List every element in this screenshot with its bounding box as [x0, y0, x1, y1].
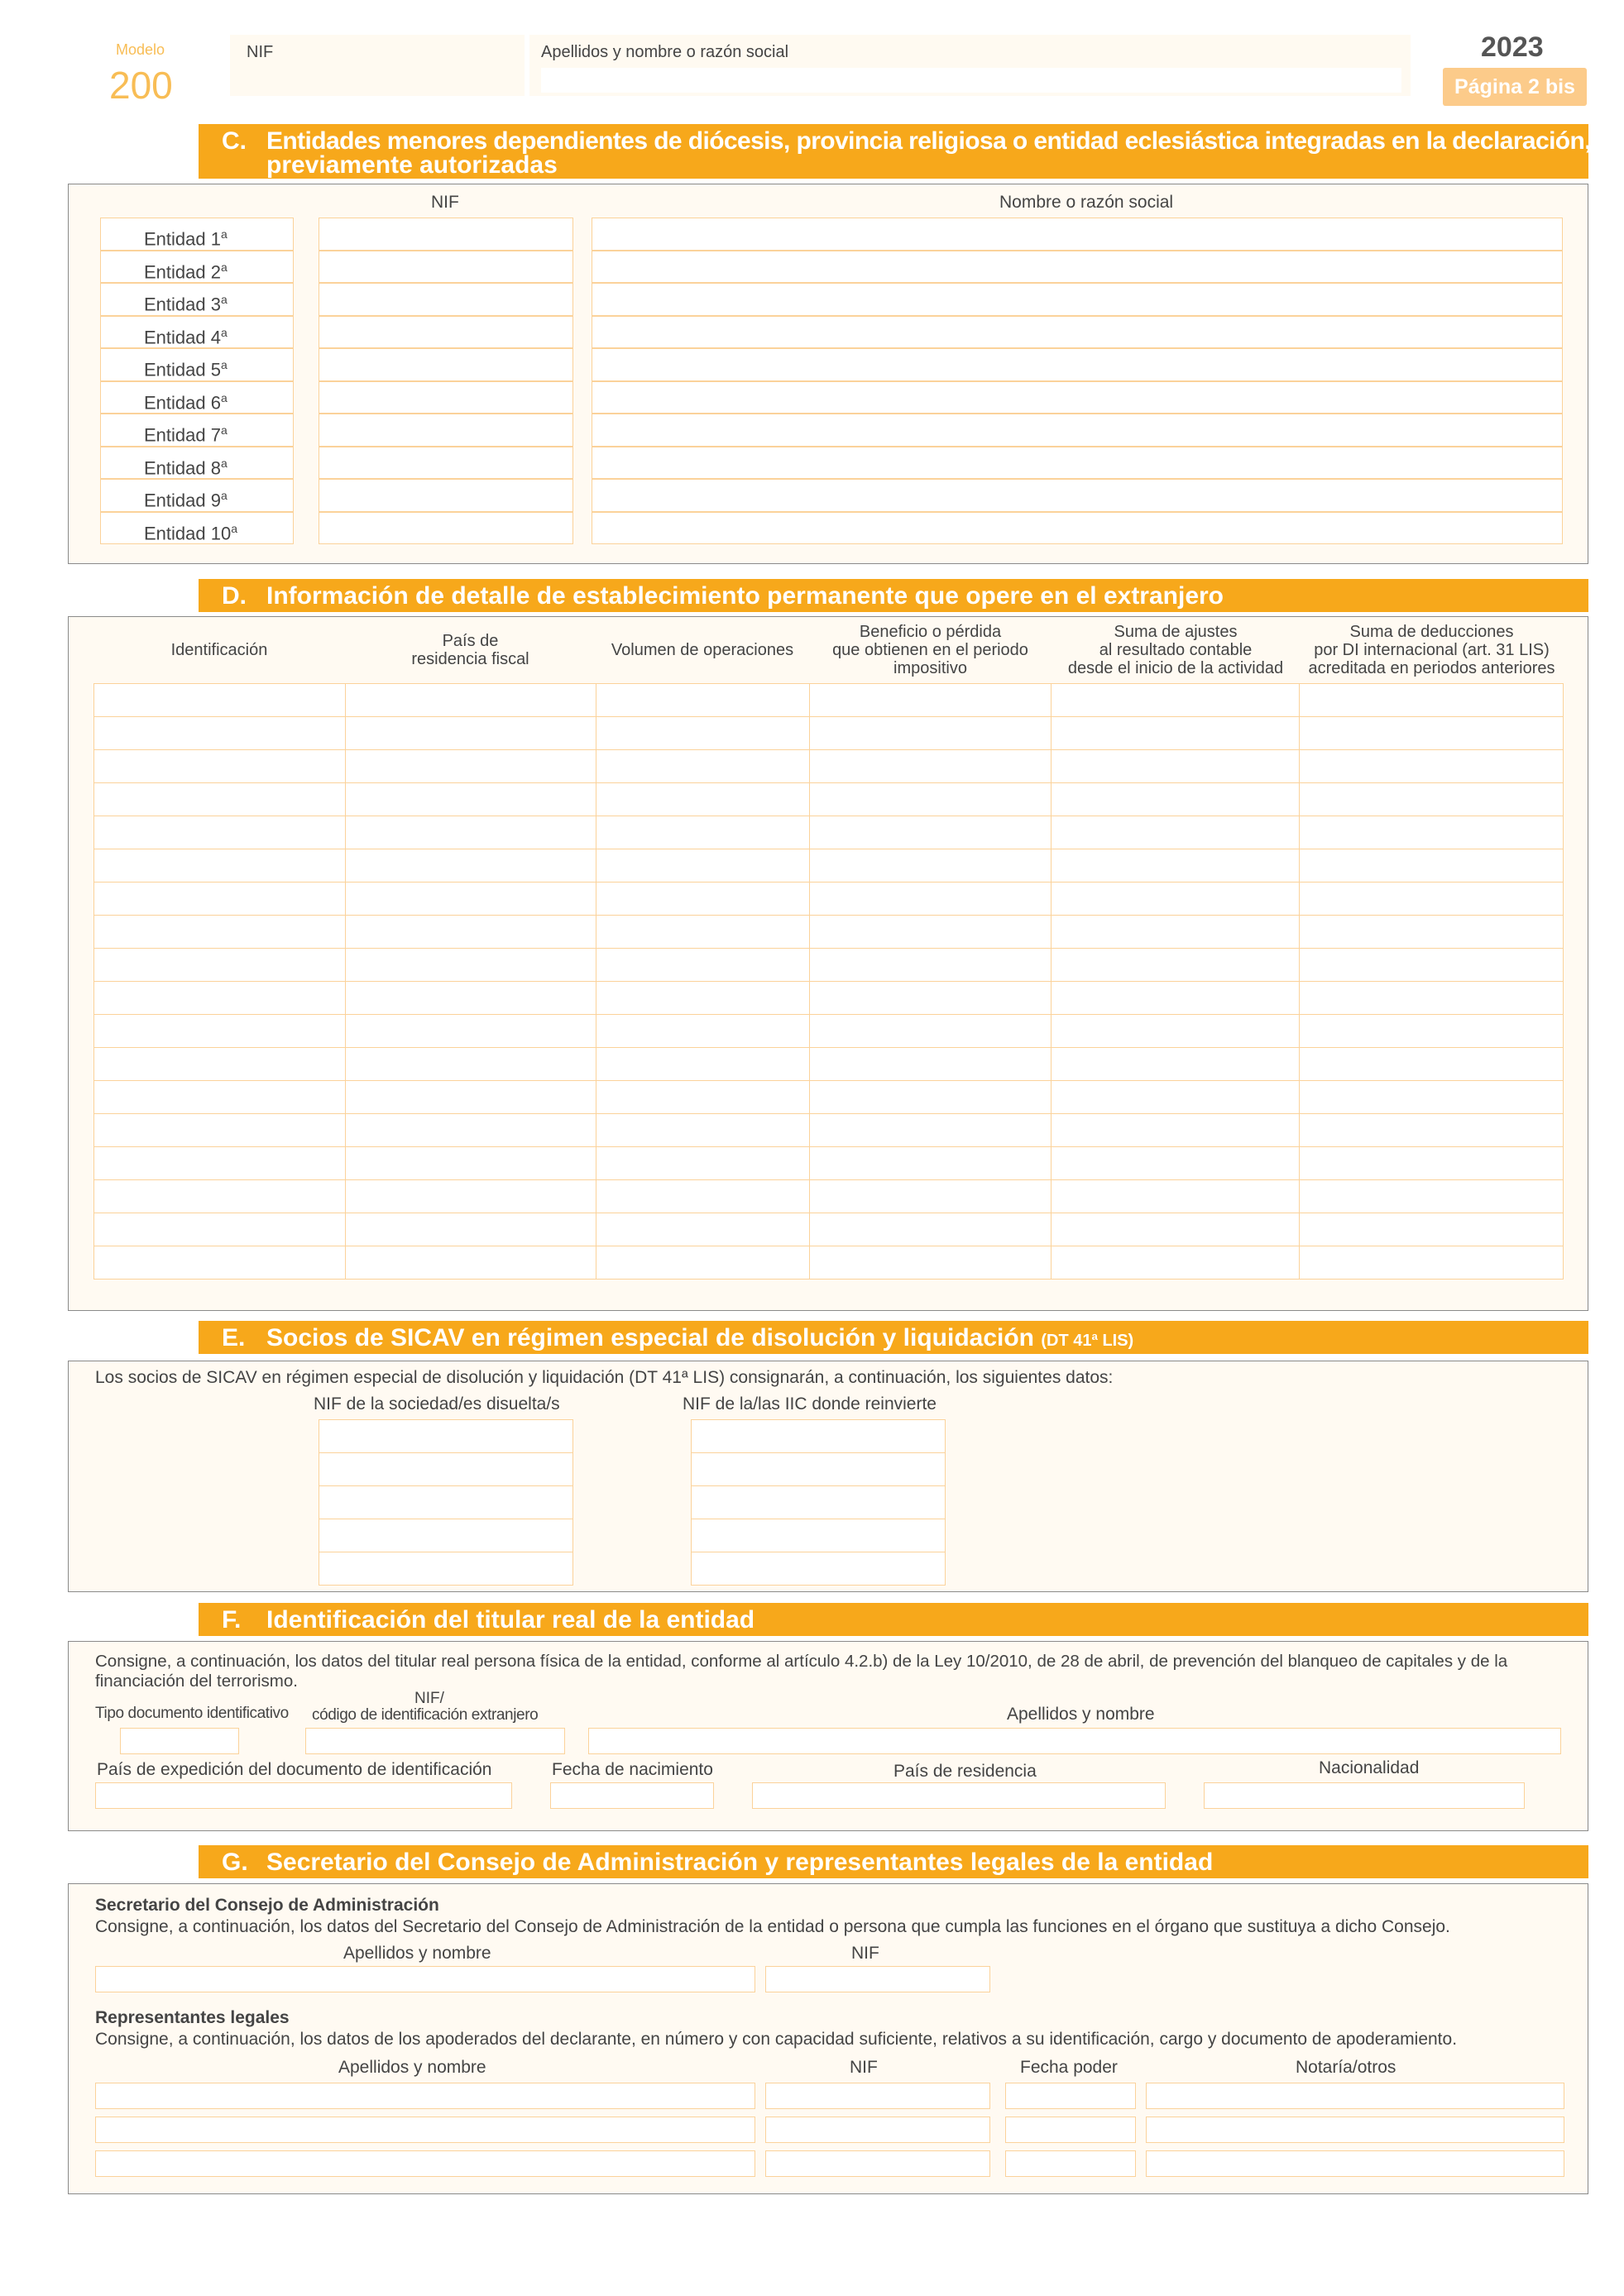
table-cell-input[interactable]: [596, 1114, 809, 1147]
table-cell-input[interactable]: [1052, 1048, 1300, 1081]
modelo-number: 200: [109, 64, 173, 107]
table-cell-input[interactable]: [1052, 1015, 1300, 1048]
entidad-label-sup: a: [220, 293, 228, 306]
table-cell-input[interactable]: [1300, 750, 1564, 783]
nif-cell-input[interactable]: [692, 1420, 946, 1453]
table-cell-input[interactable]: [1052, 949, 1300, 982]
table-row: [94, 750, 1564, 783]
table-cell-input[interactable]: [596, 1213, 809, 1246]
table-cell-input[interactable]: [1300, 1114, 1564, 1147]
table-cell-input[interactable]: [94, 1114, 346, 1147]
table-cell-input[interactable]: [809, 1147, 1052, 1180]
section-f-panel: [68, 1641, 1588, 1831]
page-badge-text: Página 2 bis: [1454, 75, 1575, 98]
section-e-letter: E.: [222, 1324, 246, 1351]
section-e-title-small: (DT 41ª LIS): [1041, 1332, 1134, 1350]
entidad-nif-input[interactable]: [319, 283, 573, 316]
nif-cell-input[interactable]: [692, 1453, 946, 1486]
section-e-table-b: [691, 1419, 946, 1586]
section-e-table-a: [319, 1419, 573, 1586]
entidad-label-text: Entidad 7: [144, 424, 221, 446]
table-cell-input[interactable]: [345, 717, 596, 750]
section-f-intro-line2: financiación del terrorismo.: [95, 1672, 298, 1691]
table-row: [319, 1552, 573, 1586]
table-row: [94, 1015, 1564, 1048]
table-cell-input[interactable]: [596, 1147, 809, 1180]
table-row: [692, 1486, 946, 1519]
table-cell-input[interactable]: [345, 883, 596, 916]
table-cell-input[interactable]: [94, 1081, 346, 1114]
table-cell-input[interactable]: [809, 883, 1052, 916]
section-d-column-header-line: Beneficio o pérdida: [859, 623, 1002, 641]
secretario-nif-label: NIF: [851, 1944, 879, 1963]
table-cell-input[interactable]: [596, 1246, 809, 1280]
section-d-column-header-line: Suma de ajustes: [1114, 623, 1238, 641]
entidad-label: [100, 479, 294, 512]
rep-nif-label: NIF: [850, 2058, 878, 2077]
table-cell-input[interactable]: [345, 1048, 596, 1081]
section-d-column-header: [1052, 623, 1300, 677]
table-cell-input[interactable]: [345, 1015, 596, 1048]
table-cell-input[interactable]: [1300, 1213, 1564, 1246]
apellidos-label: Apellidos y nombre: [1007, 1705, 1155, 1724]
table-cell-input[interactable]: [1052, 684, 1300, 717]
table-cell-input[interactable]: [1052, 916, 1300, 949]
header-name-input[interactable]: [541, 68, 1401, 93]
section-g-letter: G.: [222, 1849, 248, 1876]
header-name-label: Apellidos y nombre o razón social: [541, 43, 789, 61]
table-cell-input[interactable]: [809, 1246, 1052, 1280]
section-d-column-header: [345, 632, 596, 668]
rep-nif-input[interactable]: [765, 2083, 990, 2109]
entidad-label-sup: a: [220, 358, 228, 371]
table-cell-input[interactable]: [596, 916, 809, 949]
section-d-column-header-line: País de: [442, 632, 499, 650]
entidad-nif-input[interactable]: [319, 218, 573, 251]
entidad-name-input[interactable]: [592, 316, 1563, 349]
table-cell-input[interactable]: [345, 1114, 596, 1147]
section-c-col-nif: NIF: [431, 193, 459, 212]
table-row: [94, 1213, 1564, 1246]
entidad-label: [100, 316, 294, 349]
table-cell-input[interactable]: [1052, 1114, 1300, 1147]
entidad-label-sup: a: [220, 227, 228, 241]
modelo-label: Modelo: [116, 41, 165, 58]
rep-apellidos-input[interactable]: [95, 2150, 755, 2177]
section-d-column-header-line: impositivo: [893, 659, 967, 677]
nif-cell-input[interactable]: [319, 1519, 573, 1552]
table-cell-input[interactable]: [809, 1213, 1052, 1246]
entidad-label: [100, 381, 294, 414]
table-cell-input[interactable]: [1052, 1213, 1300, 1246]
rep-apellidos-input[interactable]: [95, 2117, 755, 2143]
table-row: [94, 816, 1564, 849]
secretario-nif-input[interactable]: [765, 1966, 990, 1992]
section-d-header: [199, 579, 1588, 612]
nif-cell-input[interactable]: [692, 1519, 946, 1552]
nif-label-line2: código de identificación extranjero: [312, 1706, 539, 1724]
section-e-panel: [68, 1361, 1588, 1592]
table-row: [319, 1519, 573, 1552]
nif-cell-input[interactable]: [319, 1486, 573, 1519]
entidad-label-text: Entidad 6: [144, 391, 221, 413]
section-d-column-header: [809, 623, 1052, 677]
entidad-label-sup: a: [220, 423, 228, 437]
rep-fecha-input[interactable]: [1005, 2150, 1136, 2177]
secretario-intro: Consigne, a continuación, los datos del Secretario del Consejo de Administración de la entidad o persona que cumpla las funciones en el órgano que sustituya a dicho Consejo.: [95, 1917, 1450, 1936]
pais-expedicion-input[interactable]: [95, 1782, 512, 1809]
table-cell-input[interactable]: [94, 1147, 346, 1180]
entidad-nif-input[interactable]: [319, 251, 573, 284]
table-cell-input[interactable]: [596, 1015, 809, 1048]
section-d-column-header-line: que obtienen en el periodo: [832, 641, 1028, 659]
table-row: [94, 916, 1564, 949]
nif-label-line1: NIF/: [414, 1690, 444, 1707]
table-cell-input[interactable]: [345, 1081, 596, 1114]
tipo-doc-input[interactable]: [120, 1728, 239, 1754]
table-row: [94, 849, 1564, 883]
table-cell-input[interactable]: [596, 750, 809, 783]
fecha-nacimiento-label: Fecha de nacimiento: [552, 1760, 713, 1779]
table-cell-input[interactable]: [809, 684, 1052, 717]
table-cell-input[interactable]: [809, 717, 1052, 750]
table-cell-input[interactable]: [1300, 1048, 1564, 1081]
table-cell-input[interactable]: [94, 982, 346, 1015]
header-nif-label: NIF: [247, 43, 274, 61]
entidad-label-text: Entidad 2: [144, 261, 221, 282]
table-cell-input[interactable]: [345, 684, 596, 717]
table-cell-input[interactable]: [1300, 717, 1564, 750]
section-g-panel: [68, 1883, 1588, 2194]
entidad-nif-input[interactable]: [319, 414, 573, 447]
table-row: [94, 1147, 1564, 1180]
entidad-label: [100, 251, 294, 284]
entidad-nif-input[interactable]: [319, 381, 573, 414]
table-cell-input[interactable]: [596, 783, 809, 816]
pais-expedicion-label: País de expedición del documento de identificación: [97, 1760, 492, 1779]
section-d-column-header-line: Volumen de operaciones: [611, 641, 794, 659]
entidad-name-input[interactable]: [592, 348, 1563, 381]
section-e-title: [266, 1324, 1133, 1352]
table-cell-input[interactable]: [345, 982, 596, 1015]
section-d-column-header-line: residencia fiscal: [411, 650, 529, 668]
year-label: 2023: [1481, 31, 1544, 63]
table-row: [319, 1486, 573, 1519]
table-cell-input[interactable]: [94, 1015, 346, 1048]
nif-cell-input[interactable]: [319, 1552, 573, 1586]
table-row: [94, 883, 1564, 916]
table-cell-input[interactable]: [1052, 883, 1300, 916]
table-cell-input[interactable]: [1300, 883, 1564, 916]
entidad-label: [100, 512, 294, 545]
entidad-nif-input[interactable]: [319, 479, 573, 512]
section-d-title: Información de detalle de establecimiento permanente que opere en el extranjero: [266, 582, 1224, 610]
section-d-letter: D.: [222, 582, 247, 610]
table-cell-input[interactable]: [345, 1180, 596, 1213]
nif-cell-input[interactable]: [319, 1453, 573, 1486]
entidad-label: [100, 447, 294, 480]
table-cell-input[interactable]: [809, 1081, 1052, 1114]
table-cell-input[interactable]: [1300, 1015, 1564, 1048]
section-e-intro: Los socios de SICAV en régimen especial de disolución y liquidación (DT 41ª LIS) consignarán, a continuación, los siguientes datos:: [95, 1368, 1114, 1387]
table-cell-input[interactable]: [809, 783, 1052, 816]
table-row: [319, 1453, 573, 1486]
table-row: [692, 1453, 946, 1486]
entidad-label-text: Entidad 9: [144, 490, 221, 511]
header-nif-block: [230, 35, 525, 96]
section-d-column-header: [93, 641, 345, 659]
section-d-panel: [68, 616, 1588, 1311]
secretario-heading: Secretario del Consejo de Administración: [95, 1896, 439, 1915]
section-c-title-line1: Entidades menores dependientes de diócesis, provincia religiosa o entidad eclesiástica integradas en la declaración,: [266, 127, 1591, 155]
entidad-name-input[interactable]: [592, 414, 1563, 447]
table-cell-input[interactable]: [809, 849, 1052, 883]
table-row: [94, 1081, 1564, 1114]
fecha-nacimiento-input[interactable]: [550, 1782, 714, 1809]
table-cell-input[interactable]: [345, 783, 596, 816]
section-d-column-header-line: al resultado contable: [1099, 641, 1253, 659]
section-f-title: Identificación del titular real de la entidad: [266, 1606, 755, 1634]
table-cell-input[interactable]: [94, 1048, 346, 1081]
entidad-name-input[interactable]: [592, 512, 1563, 545]
table-row: [94, 1048, 1564, 1081]
entidad-label-sup: a: [220, 489, 228, 502]
section-e-title-main: Socios de SICAV en régimen especial de disolución y liquidación: [266, 1324, 1035, 1351]
entidad-name-input[interactable]: [592, 479, 1563, 512]
entidad-label-text: Entidad 5: [144, 359, 221, 380]
nif-cell-input[interactable]: [319, 1420, 573, 1453]
table-cell-input[interactable]: [809, 982, 1052, 1015]
table-cell-input[interactable]: [596, 883, 809, 916]
table-cell-input[interactable]: [596, 1048, 809, 1081]
section-d-column-header: [1300, 623, 1564, 677]
entidad-nif-input[interactable]: [319, 316, 573, 349]
table-cell-input[interactable]: [345, 1246, 596, 1280]
section-g-header: [199, 1845, 1588, 1878]
entidad-label-text: Entidad 1: [144, 228, 221, 250]
pais-residencia-input[interactable]: [752, 1782, 1166, 1809]
table-cell-input[interactable]: [345, 750, 596, 783]
rep-notaria-input[interactable]: [1146, 2117, 1564, 2143]
nif-input[interactable]: [305, 1728, 565, 1754]
table-cell-input[interactable]: [1300, 783, 1564, 816]
table-cell-input[interactable]: [1052, 783, 1300, 816]
section-e-col-a: NIF de la sociedad/es disuelta/s: [314, 1394, 560, 1413]
section-f-intro-line1: Consigne, a continuación, los datos del titular real persona física de la entidad, conforme al artículo 4.2.b) de la Ley 10/2010, de 28 de abril, de prevención del blanqueo de capitales y de la: [95, 1652, 1508, 1671]
representantes-heading: Representantes legales: [95, 2008, 290, 2027]
table-cell-input[interactable]: [1300, 816, 1564, 849]
section-f-header: [199, 1603, 1588, 1636]
table-row: [94, 783, 1564, 816]
section-c-title-line2: previamente autorizadas: [266, 151, 558, 179]
table-cell-input[interactable]: [809, 816, 1052, 849]
table-row: [94, 1246, 1564, 1280]
entidad-nif-input[interactable]: [319, 512, 573, 545]
table-cell-input[interactable]: [1052, 717, 1300, 750]
section-d-table: [93, 683, 1564, 1280]
entidad-label: [100, 218, 294, 251]
table-cell-input[interactable]: [345, 1147, 596, 1180]
table-cell-input[interactable]: [94, 717, 346, 750]
table-cell-input[interactable]: [94, 684, 346, 717]
table-cell-input[interactable]: [1300, 1147, 1564, 1180]
table-cell-input[interactable]: [1052, 1246, 1300, 1280]
section-e-col-b: NIF de la/las IIC donde reinvierte: [683, 1394, 937, 1413]
table-cell-input[interactable]: [596, 1180, 809, 1213]
table-cell-input[interactable]: [1300, 949, 1564, 982]
table-cell-input[interactable]: [596, 982, 809, 1015]
nacionalidad-input[interactable]: [1204, 1782, 1525, 1809]
table-cell-input[interactable]: [809, 916, 1052, 949]
table-row: [94, 949, 1564, 982]
rep-notaria-input[interactable]: [1146, 2150, 1564, 2177]
table-cell-input[interactable]: [1052, 1081, 1300, 1114]
table-cell-input[interactable]: [1300, 1081, 1564, 1114]
entidad-nif-input[interactable]: [319, 447, 573, 480]
rep-apellidos-label: Apellidos y nombre: [338, 2058, 486, 2077]
table-cell-input[interactable]: [596, 717, 809, 750]
section-e-header: [199, 1321, 1588, 1354]
table-cell-input[interactable]: [1300, 1246, 1564, 1280]
table-row: [319, 1420, 573, 1453]
table-cell-input[interactable]: [1052, 1147, 1300, 1180]
rep-fecha-label: Fecha poder: [1020, 2058, 1118, 2077]
table-cell-input[interactable]: [1300, 849, 1564, 883]
section-c-letter: C.: [222, 127, 247, 155]
entidad-label: [100, 348, 294, 381]
section-c-header: [199, 124, 1591, 179]
entidad-label-text: Entidad 10: [144, 522, 232, 543]
table-row: [94, 1180, 1564, 1213]
table-cell-input[interactable]: [1300, 982, 1564, 1015]
table-cell-input[interactable]: [1300, 684, 1564, 717]
table-cell-input[interactable]: [596, 684, 809, 717]
table-cell-input[interactable]: [345, 816, 596, 849]
rep-apellidos-input[interactable]: [95, 2083, 755, 2109]
apellidos-input[interactable]: [588, 1728, 1561, 1754]
table-cell-input[interactable]: [345, 1213, 596, 1246]
nif-cell-input[interactable]: [692, 1552, 946, 1586]
section-g-title: Secretario del Consejo de Administración y representantes legales de la entidad: [266, 1849, 1214, 1876]
header-nif-input[interactable]: [230, 68, 525, 94]
entidad-label: [100, 283, 294, 316]
nif-cell-input[interactable]: [692, 1486, 946, 1519]
table-row: [94, 717, 1564, 750]
entidad-label-text: Entidad 4: [144, 326, 221, 347]
entidad-label-sup: a: [220, 390, 228, 404]
table-row: [94, 1114, 1564, 1147]
table-cell-input[interactable]: [94, 1246, 346, 1280]
table-cell-input[interactable]: [809, 1015, 1052, 1048]
entidad-name-input[interactable]: [592, 381, 1563, 414]
table-cell-input[interactable]: [1052, 1180, 1300, 1213]
section-d-column-header-line: desde el inicio de la actividad: [1067, 659, 1284, 677]
table-cell-input[interactable]: [345, 849, 596, 883]
table-cell-input[interactable]: [94, 916, 346, 949]
table-cell-input[interactable]: [809, 750, 1052, 783]
table-row: [692, 1519, 946, 1552]
rep-nif-input[interactable]: [765, 2150, 990, 2177]
table-cell-input[interactable]: [596, 849, 809, 883]
table-cell-input[interactable]: [94, 849, 346, 883]
entidad-label-text: Entidad 3: [144, 294, 221, 315]
representantes-intro: Consigne, a continuación, los datos de los apoderados del declarante, en número y con capacidad suficiente, relativos a su identificación, cargo y documento de apoderamiento.: [95, 2030, 1458, 2049]
section-f-letter: F.: [222, 1606, 242, 1634]
table-cell-input[interactable]: [596, 816, 809, 849]
entidad-label-sup: a: [220, 456, 228, 470]
rep-notaria-input[interactable]: [1146, 2083, 1564, 2109]
entidad-name-input[interactable]: [592, 283, 1563, 316]
entidad-label-text: Entidad 8: [144, 457, 221, 478]
section-d-column-header: [596, 641, 809, 659]
table-cell-input[interactable]: [94, 816, 346, 849]
section-d-column-header-line: acreditada en periodos anteriores: [1308, 659, 1555, 677]
table-cell-input[interactable]: [596, 1081, 809, 1114]
table-row: [94, 982, 1564, 1015]
table-cell-input[interactable]: [1300, 916, 1564, 949]
table-cell-input[interactable]: [1052, 816, 1300, 849]
rep-nif-input[interactable]: [765, 2117, 990, 2143]
table-cell-input[interactable]: [94, 783, 346, 816]
table-cell-input[interactable]: [94, 1213, 346, 1246]
section-d-column-header-line: Identificación: [170, 641, 268, 659]
table-cell-input[interactable]: [809, 1048, 1052, 1081]
page-badge: [1443, 68, 1587, 106]
table-cell-input[interactable]: [596, 949, 809, 982]
table-cell-input[interactable]: [1300, 1180, 1564, 1213]
entidad-name-input[interactable]: [592, 251, 1563, 284]
entidad-nif-input[interactable]: [319, 348, 573, 381]
table-cell-input[interactable]: [94, 1180, 346, 1213]
tipo-doc-label: Tipo documento identificativo: [95, 1705, 289, 1722]
section-c-panel: [68, 184, 1588, 564]
rep-fecha-input[interactable]: [1005, 2117, 1136, 2143]
nacionalidad-label: Nacionalidad: [1319, 1758, 1420, 1777]
table-cell-input[interactable]: [94, 750, 346, 783]
table-cell-input[interactable]: [345, 916, 596, 949]
section-c-col-name: Nombre o razón social: [999, 193, 1174, 212]
section-d-column-header-line: Suma de deducciones: [1349, 623, 1514, 641]
pais-residencia-label: País de residencia: [893, 1762, 1037, 1781]
entidad-label-sup: a: [231, 521, 237, 535]
table-cell-input[interactable]: [1052, 982, 1300, 1015]
table-row: [692, 1420, 946, 1453]
rep-notaria-label: Notaría/otros: [1296, 2058, 1396, 2077]
table-row: [692, 1552, 946, 1586]
entidad-name-input[interactable]: [592, 218, 1563, 251]
secretario-apellidos-input[interactable]: [95, 1966, 755, 1992]
table-cell-input[interactable]: [809, 1114, 1052, 1147]
table-cell-input[interactable]: [345, 949, 596, 982]
table-cell-input[interactable]: [94, 883, 346, 916]
table-cell-input[interactable]: [1052, 849, 1300, 883]
table-row: [94, 684, 1564, 717]
table-cell-input[interactable]: [94, 949, 346, 982]
entidad-label: [100, 414, 294, 447]
table-cell-input[interactable]: [1052, 750, 1300, 783]
table-cell-input[interactable]: [809, 949, 1052, 982]
header-name-block: [529, 35, 1411, 96]
entidad-label-sup: a: [220, 325, 228, 339]
section-d-column-header-line: por DI internacional (art. 31 LIS): [1314, 641, 1550, 659]
secretario-apellidos-label: Apellidos y nombre: [343, 1944, 491, 1963]
entidad-label-sup: a: [220, 260, 228, 274]
rep-fecha-input[interactable]: [1005, 2083, 1136, 2109]
table-cell-input[interactable]: [809, 1180, 1052, 1213]
entidad-name-input[interactable]: [592, 447, 1563, 480]
